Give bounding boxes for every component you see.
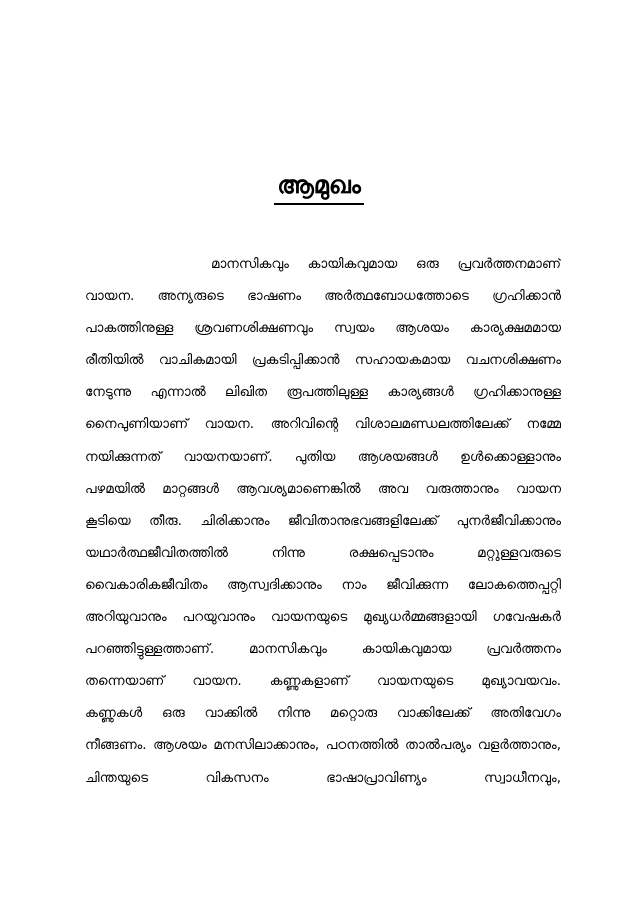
paragraph-line: മാനസികവും കായികവുമായ ഒരു പ്രവർത്തനമാണ് — [211, 256, 561, 272]
paragraph-line: കൂടിയെ തീരു. ചിരിക്കാനും ജീവിതാനുഭവങ്ങളിലേക്ക് പുനർജീവിക്കാനും — [85, 512, 561, 529]
paragraph-line: വൈകാരികജീവിതം ആസ്വദിക്കാനും നാം ജീവിക്കുന്ന ലോകത്തെപ്പറ്റി — [85, 576, 561, 593]
paragraph-line: അറിയുവാനും പറയുവാനും വായനയുടെ മുഖ്യധർമ്മങ്ങളായി ഗവേഷകർ — [85, 609, 561, 626]
paragraph-line: നേടുന്നു എന്നാൽ ലിഖിത രൂപത്തിലുള്ള കാര്യങ്ങൾ ഗ്രഹിക്കാനുള്ള — [85, 384, 561, 401]
paragraph-line: നയിക്കുന്നത് വായനയാണ്. പുതിയ ആശയങ്ങൾ ഉൾക്കൊള്ളാനും — [85, 448, 561, 465]
paragraph-line: രീതിയിൽ വാചികമായി പ്രകടിപ്പിക്കാൻ സഹായകമായ വചനശിക്ഷണം — [85, 352, 561, 369]
paragraph-line: തന്നെയാണ് വായന. കണ്ണുകളാണ് വായനയുടെ മുഖ്യാവയവം. — [85, 673, 561, 690]
paragraph-line: വായന. അന്യരുടെ ഭാഷണം അർത്ഥബോധത്തോടെ ഗ്രഹിക്കാൻ — [85, 288, 561, 305]
paragraph-line: നീങ്ങണം. ആശയം മനസിലാക്കാനും, പഠനത്തിൽ താൽപര്യം വളർത്താനും, — [85, 737, 561, 754]
paragraph-line: നൈപുണിയാണ് വായന. അറിവിന്റെ വിശാലമണ്ഡലത്തിലേക്ക് നമ്മേ — [85, 416, 561, 433]
page-title — [0, 168, 638, 205]
body-paragraph — [85, 248, 561, 794]
paragraph-line: യഥാർത്ഥജീവിതത്തിൽ നിന്നു രക്ഷപ്പെടാനും മറ്റുള്ളവരുടെ — [85, 544, 561, 561]
paragraph-line: പാകത്തിനുള്ള ശ്രവണശിക്ഷണവും സ്വയം ആശയം കാര്യക്ഷമമായ — [85, 320, 561, 337]
paragraph-line: പറഞ്ഞിട്ടുള്ളത്താണ്. മാനസികവും കായികവുമായ പ്രവർത്തനം — [85, 641, 561, 658]
paragraph-line: ചിന്തയുടെ വികസനം ഭാഷാപ്രാവിണ്യം സ്വാധീനവും, — [85, 769, 561, 786]
page-title-text: ആമുഖം — [274, 168, 364, 205]
paragraph-line: കണ്ണുകൾ ഒരു വാക്കിൽ നിന്നു മറ്റൊരു വാക്കിലേക്ക് അതിവേഗം — [85, 705, 561, 722]
paragraph-line: പഴമയിൽ മാറ്റങ്ങൾ ആവശ്യമാണെങ്കിൽ അവ വരുത്താനും വായന — [85, 480, 561, 497]
